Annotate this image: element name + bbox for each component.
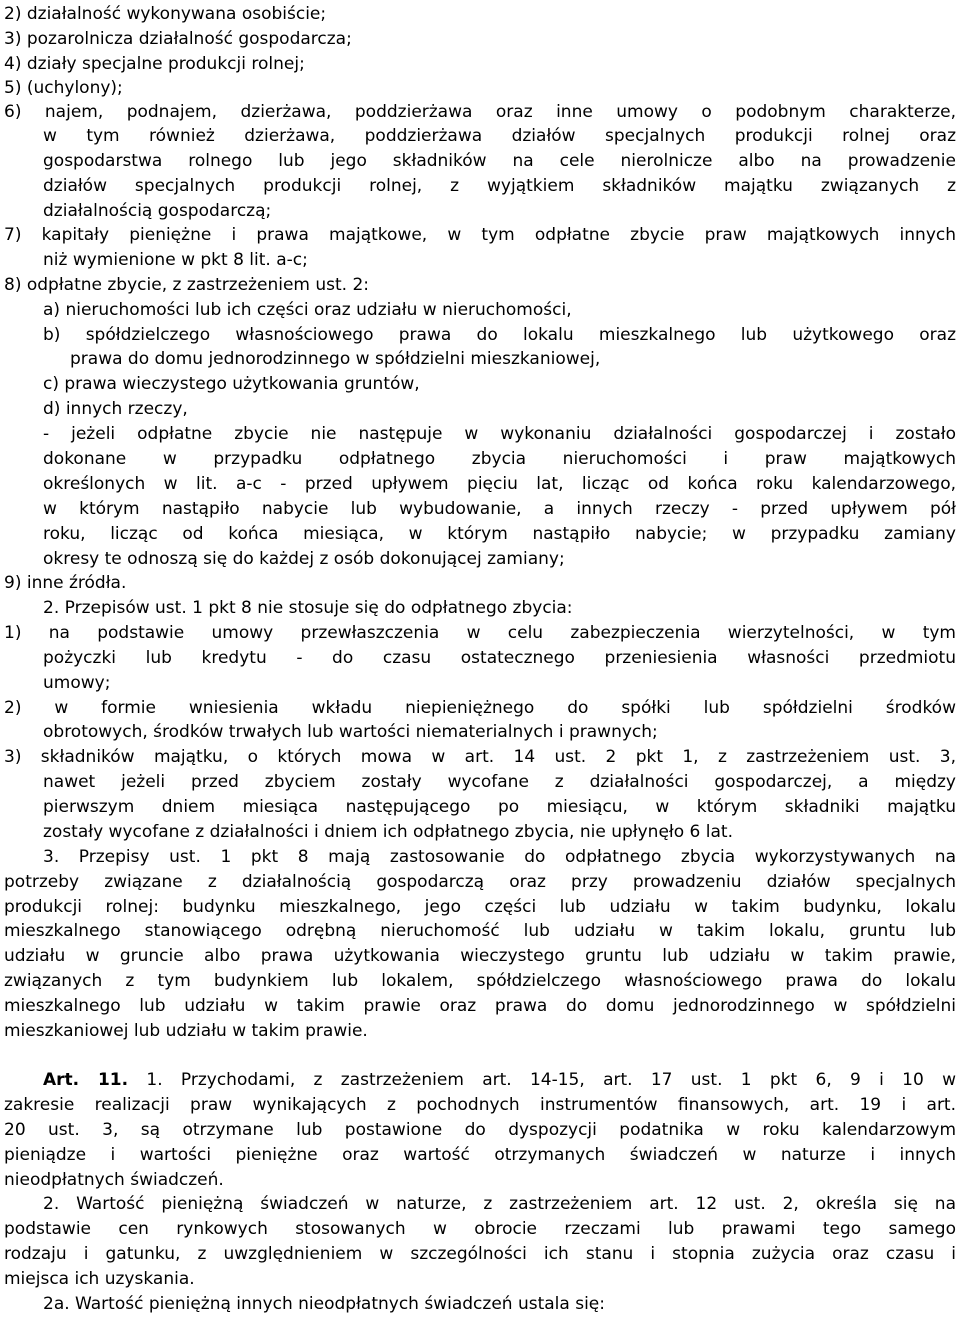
text-line: - jeżeli odpłatne zbycie nie następuje w wykonaniu działalności gospodarczej i zostało [43, 424, 956, 444]
text-line: podstawie cen rynkowych stosowanych w obrocie rzeczami lub prawami tego samego [4, 1219, 956, 1239]
text-line: nieodpłatnych świadczeń. [4, 1170, 224, 1190]
text-line: gospodarstwa rolnego lub jego składników na cele nierolnicze albo na prowadzenie [43, 151, 956, 171]
paragraph-2: 2. Przepisów ust. 1 pkt 8 nie stosuje się do odpłatnego zbycia: [43, 598, 573, 618]
text-line: zostały wycofane z działalności i dniem ich odpłatnego zbycia, nie upłynęło 6 lat. [43, 822, 733, 842]
list-item-5: 5) (uchylony); [4, 78, 123, 98]
text-line: działów specjalnych produkcji rolnej, z wyjątkiem składników majątku związanych z [43, 176, 956, 196]
list-item-2b: 2) w formie wniesienia wkładu niepieniężnego do spółki lub spółdzielni środków [4, 698, 956, 718]
text-line: mieszkaniowej lub udziału w takim prawie. [4, 1021, 368, 1041]
list-item-1: 1) na podstawie umowy przewłaszczenia w celu zabezpieczenia wierzytelności, w tym [4, 623, 956, 643]
text-line: w tym również dzierżawa, poddzierżawa działów specjalnych produkcji rolnej oraz [43, 126, 956, 146]
paragraph-2-art11: 2. Wartość pieniężną świadczeń w naturze, z zastrzeżeniem art. 12 ust. 2, określa się na [43, 1194, 956, 1214]
text-line: 20 ust. 3, są otrzymane lub postawione do dyspozycji podatnika w roku kalendarzowym [4, 1120, 956, 1140]
text-line: potrzeby związane z działalnością gospodarczą oraz przy prowadzeniu działów specjalnych [4, 872, 956, 892]
text-line: pożyczki lub kredytu - do czasu ostatecznego przeniesienia własności przedmiotu [43, 648, 956, 668]
paragraph-3: 3. Przepisy ust. 1 pkt 8 mają zastosowanie do odpłatnego zbycia wykorzystywanych na [43, 847, 956, 867]
list-item-3b: 3) składników majątku, o których mowa w art. 14 ust. 2 pkt 1, z zastrzeżeniem ust. 3, [4, 747, 956, 767]
text-line: roku, licząc od końca miesiąca, w którym nastąpiło nabycie; w przypadku zamiany [43, 524, 956, 544]
sub-item-a: a) nieruchomości lub ich części oraz udziału w nieruchomości, [43, 300, 572, 320]
text-line: nawet jeżeli przed zbyciem zostały wycofane z działalności gospodarczej, a między [43, 772, 956, 792]
sub-item-b: b) spółdzielczego własnościowego prawa do lokalu mieszkalnego lub użytkowego oraz [43, 325, 956, 345]
text-line: działalnością gospodarczą; [43, 201, 272, 221]
text-line: dokonane w przypadku odpłatnego zbycia nieruchomości i praw majątkowych [43, 449, 956, 469]
sub-item-c: c) prawa wieczystego użytkowania gruntów, [43, 374, 420, 394]
text-line: określonych w lit. a-c - przed upływem pięciu lat, licząc od końca roku kalendarzowego, [43, 474, 956, 494]
text-line: rodzaju i gatunku, z uwzględnieniem w szczególności ich stanu i stopnia zużycia oraz czasu i [4, 1244, 956, 1264]
list-item-6: 6) najem, podnajem, dzierżawa, poddzierżawa oraz inne umowy o podobnym charakterze, [4, 102, 956, 122]
list-item-7: 7) kapitały pieniężne i prawa majątkowe, w tym odpłatne zbycie praw majątkowych innych [4, 225, 956, 245]
paragraph-1: 1. Przychodami, z zastrzeżeniem art. 14-15, art. 17 ust. 1 pkt 6, 9 i 10 w [146, 1070, 956, 1090]
text-line: w którym nastąpiło nabycie lub wybudowanie, a innych rzeczy - przed upływem pół [43, 499, 956, 519]
list-item-2: 2) działalność wykonywana osobiście; [4, 4, 327, 24]
paragraph-2a: 2a. Wartość pieniężną innych nieodpłatnych świadczeń ustala się: [43, 1294, 605, 1314]
text-line: miejsca ich uzyskania. [4, 1269, 195, 1289]
list-item-4: 4) działy specjalne produkcji rolnej; [4, 54, 305, 74]
list-item-9: 9) inne źródła. [4, 573, 127, 593]
text-line: mieszkalnego lub udziału w takim prawie oraz prawa do domu jednorodzinnego w spółdzielni [4, 996, 956, 1016]
text-line: obrotowych, środków trwałych lub wartości niematerialnych i prawnych; [43, 722, 658, 742]
text-line: związanych z tym budynkiem lub lokalem, spółdzielczego własnościowego prawa do lokalu [4, 971, 956, 991]
text-line: udziału w gruncie albo prawa użytkowania wieczystego gruntu lub udziału w takim prawie, [4, 946, 956, 966]
article-11-intro [43, 1068, 956, 1092]
list-item-8: 8) odpłatne zbycie, z zastrzeżeniem ust. 2: [4, 275, 370, 295]
list-item-3: 3) pozarolnicza działalność gospodarcza; [4, 29, 352, 49]
text-line: mieszkalnego stanowiącego odrębną nieruchomość lub udziału w takim lokalu, gruntu lub [4, 921, 956, 941]
text-line: niż wymienione w pkt 8 lit. a-c; [43, 250, 308, 270]
text-line: zakresie realizacji praw wynikających z pochodnych instrumentów finansowych, art. 19 i art. [4, 1095, 956, 1115]
sub-item-d: d) innych rzeczy, [43, 399, 188, 419]
text-line: pierwszym dniem miesiąca następującego po miesiącu, w którym składniki majątku [43, 797, 956, 817]
text-line: okresy te odnoszą się do każdej z osób dokonującej zamiany; [43, 549, 565, 569]
text-line: umowy; [43, 673, 111, 693]
text-line: prawa do domu jednorodzinnego w spółdzielni mieszkaniowej, [70, 349, 601, 369]
text-line: produkcji rolnej: budynku mieszkalnego, jego części lub udziału w takim budynku, lokalu [4, 897, 956, 917]
article-heading: Art. 11. [43, 1070, 129, 1090]
text-line: pieniądze i wartości pieniężne oraz wartość otrzymanych świadczeń w naturze i innych [4, 1145, 956, 1165]
